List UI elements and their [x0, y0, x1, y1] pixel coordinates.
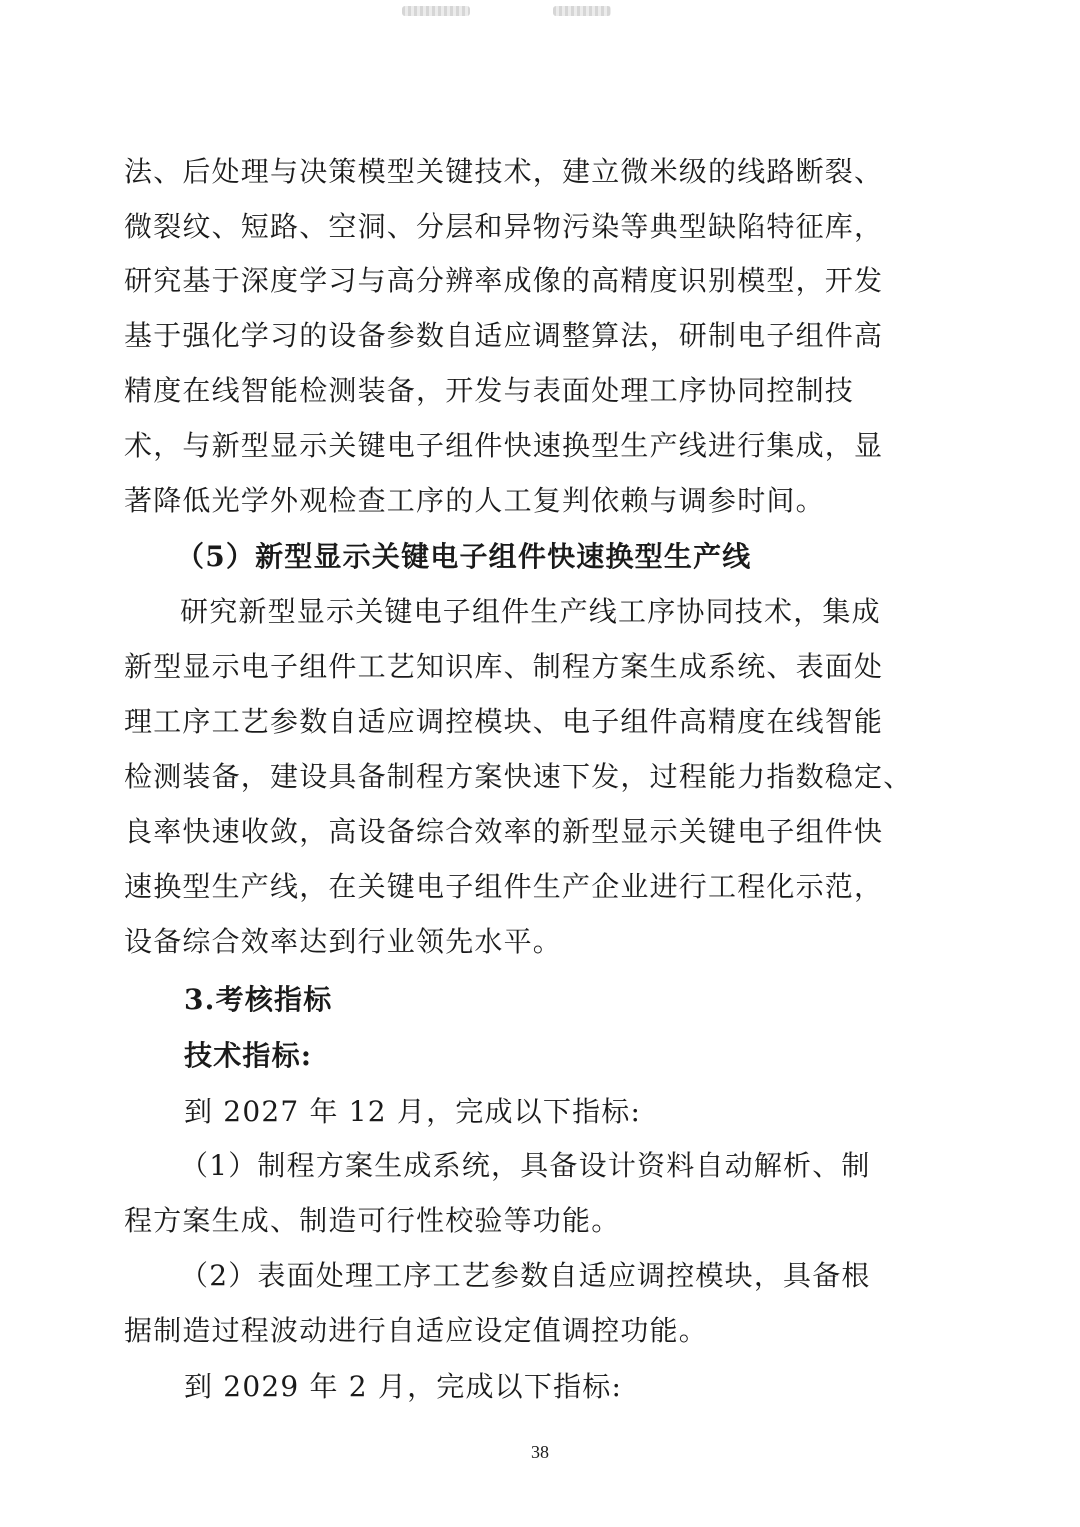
text-line-21: （2）表面处理工序工艺参数自适应调控模块，具备根 [180, 1259, 871, 1292]
section-heading-assessment: 3.考核指标 [184, 983, 333, 1016]
section-heading-5: （5）新型显示关键电子组件快速换型生产线 [176, 540, 752, 573]
scan-artifact-right [553, 6, 611, 16]
page-number: 38 [531, 1442, 549, 1462]
scan-artifact-left [402, 6, 470, 16]
text-line-22: 据制造过程波动进行自适应设定值调控功能。 [124, 1314, 709, 1347]
text-line-5: 精度在线智能检测装备，开发与表面处理工序协同控制技 [124, 374, 855, 407]
text-line-1: 法、后处理与决策模型关键技术，建立微米级的线路断裂、 [124, 155, 884, 188]
text-line-4: 基于强化学习的设备参数自适应调整算法，研制电子组件高 [124, 319, 884, 352]
text-line-10: 新型显示电子组件工艺知识库、制程方案生成系统、表面处 [124, 650, 884, 683]
text-line-23: 到 2029 年 2 月，完成以下指标: [184, 1370, 623, 1403]
text-line-7: 著降低光学外观检查工序的人工复判依赖与调参时间。 [124, 484, 825, 517]
text-line-2: 微裂纹、短路、空洞、分层和异物污染等典型缺陷特征库， [124, 210, 884, 243]
text-line-13: 良率快速收敛，高设备综合效率的新型显示关键电子组件快 [124, 815, 884, 848]
text-line-11: 理工序工艺参数自适应调控模块、电子组件高精度在线智能 [124, 705, 884, 738]
text-line-20: 程方案生成、制造可行性校验等功能。 [124, 1204, 621, 1237]
text-line-9: 研究新型显示关键电子组件生产线工序协同技术，集成 [180, 595, 881, 628]
text-line-14: 速换型生产线，在关键电子组件生产企业进行工程化示范， [124, 870, 884, 903]
text-line-15: 设备综合效率达到行业领先水平。 [124, 925, 563, 958]
text-line-19: （1）制程方案生成系统，具备设计资料自动解析、制 [180, 1149, 871, 1182]
text-line-12: 检测装备，建设具备制程方案快速下发，过程能力指数稳定、 [124, 760, 913, 793]
text-line-18: 到 2027 年 12 月，完成以下指标: [184, 1095, 642, 1128]
subheading-technical-indicators: 技术指标: [184, 1039, 313, 1072]
text-line-6: 术，与新型显示关键电子组件快速换型生产线进行集成，显 [124, 429, 884, 462]
text-line-3: 研究基于深度学习与高分辨率成像的高精度识别模型，开发 [124, 264, 884, 297]
